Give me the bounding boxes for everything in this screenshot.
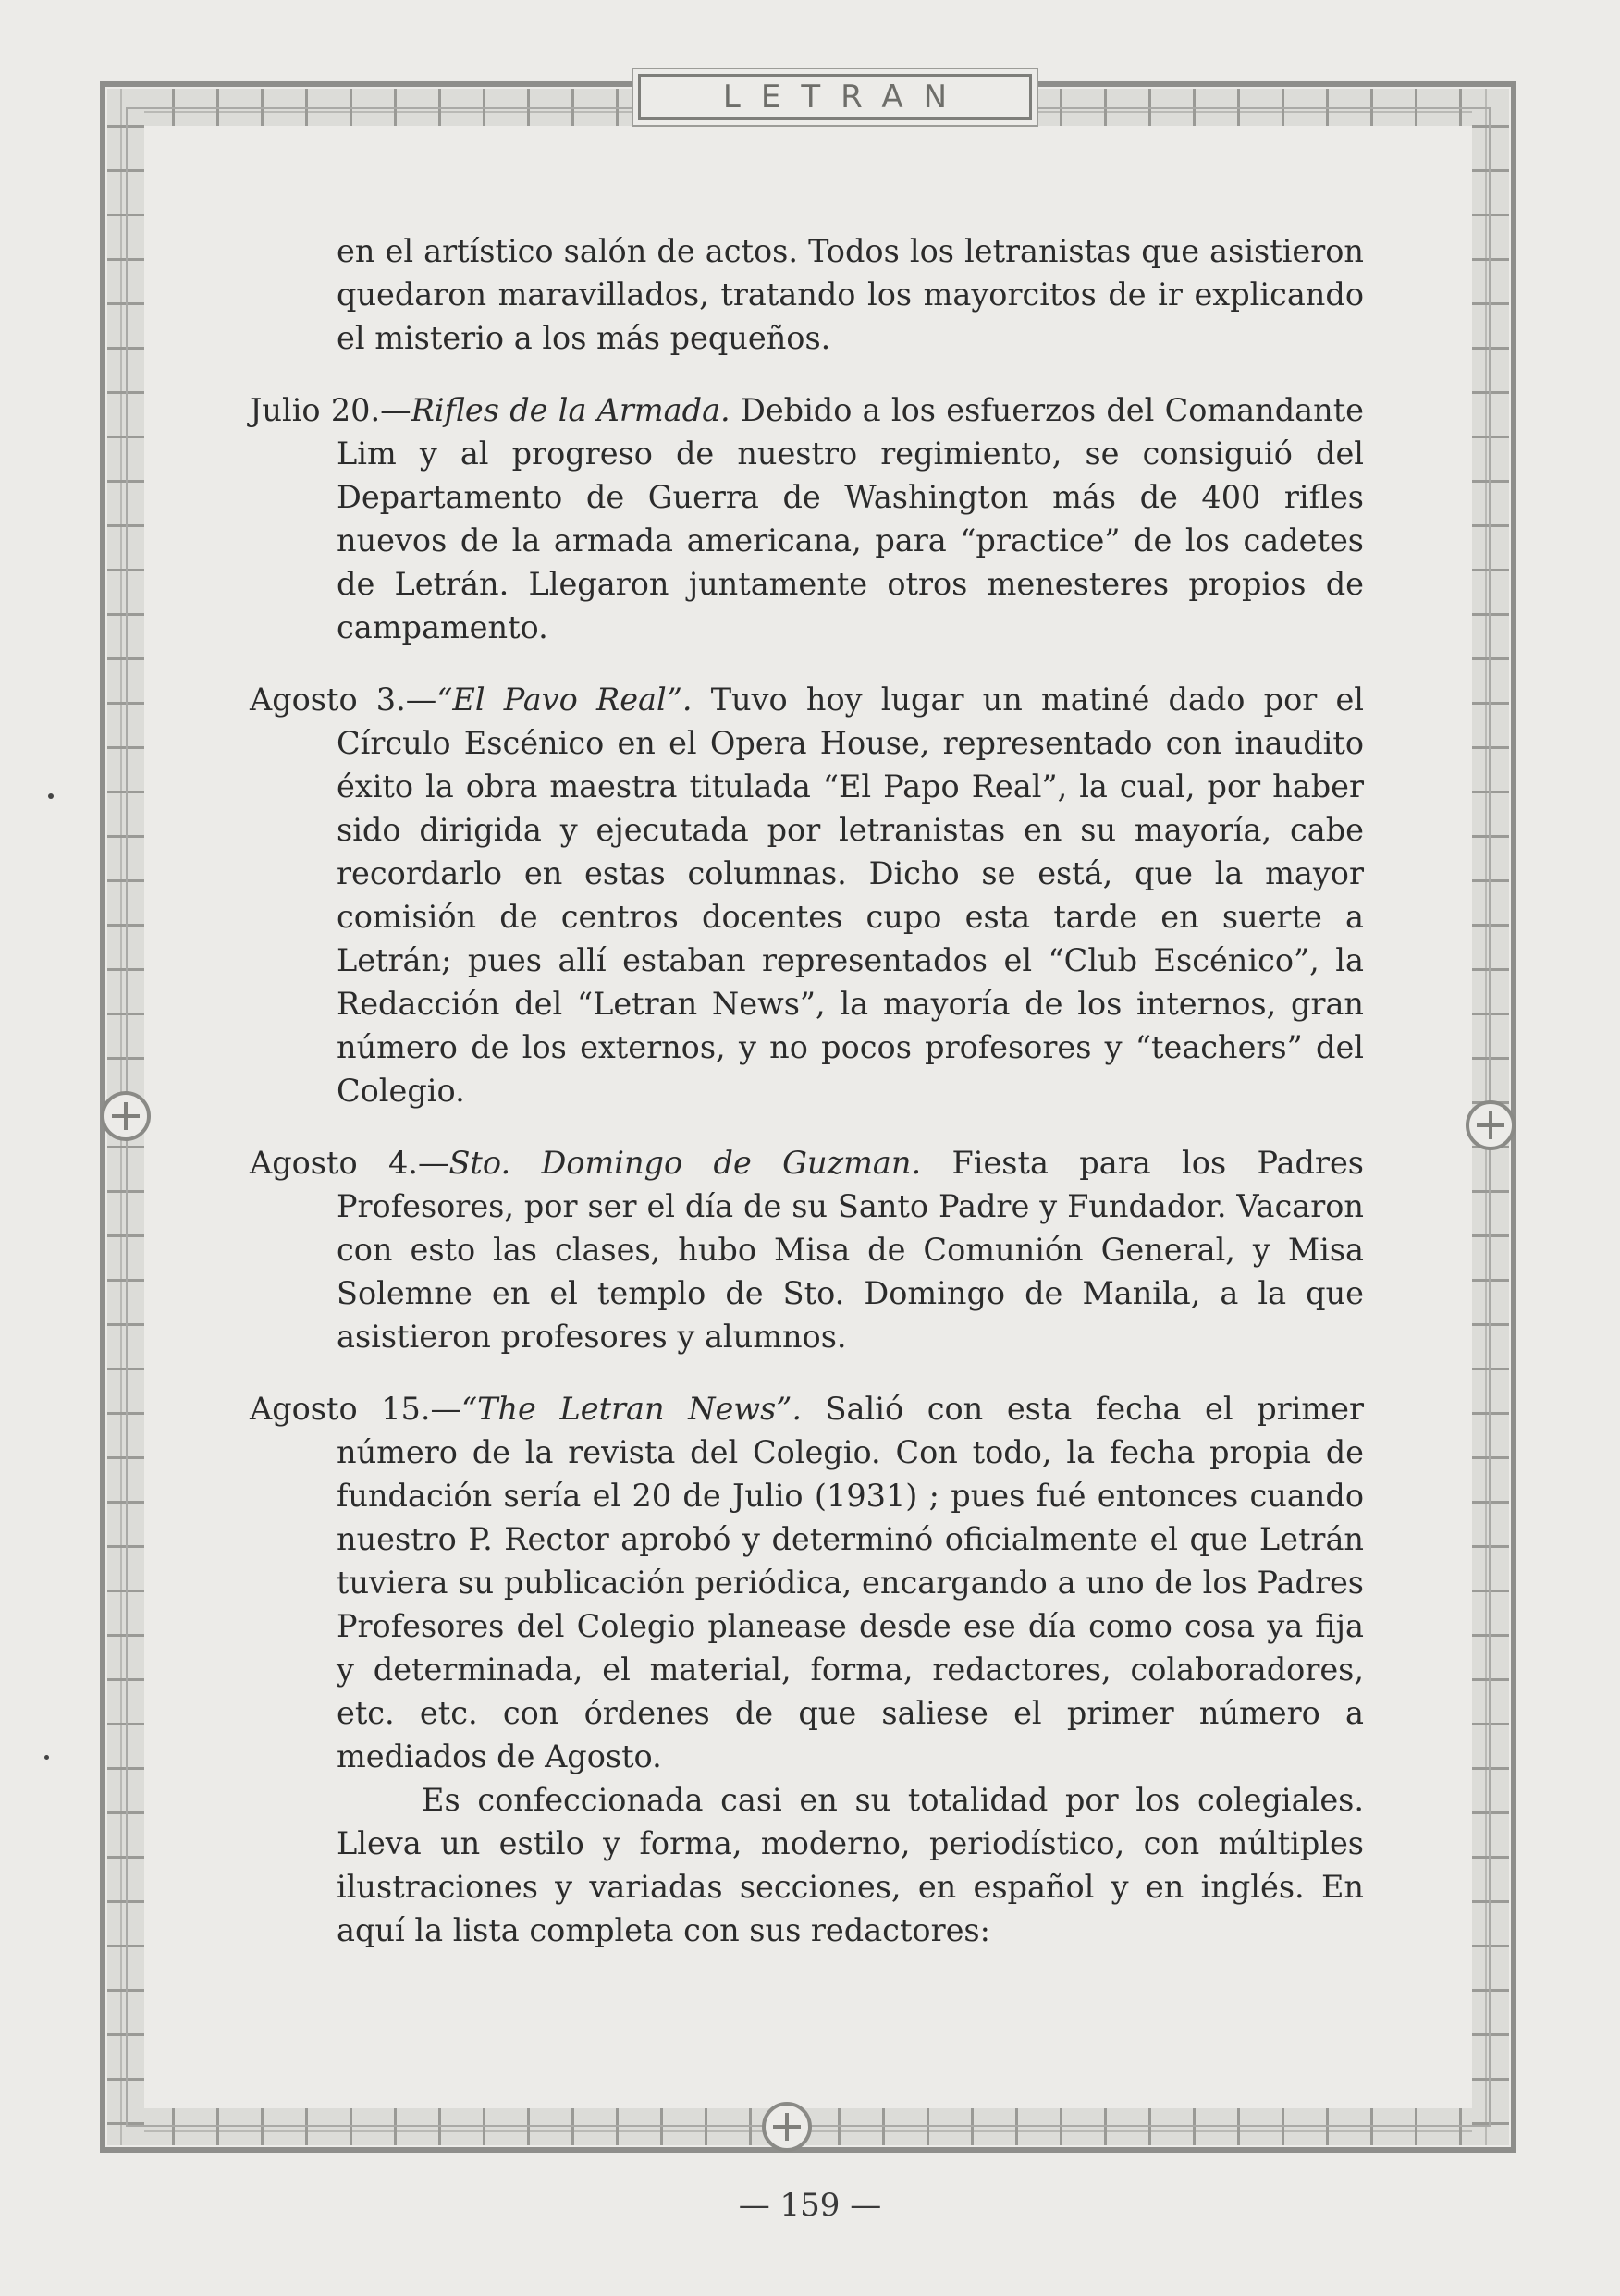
entry-title: “The Letran News”. [461,1391,802,1427]
entry-title: Sto. Domingo de Guzman. [448,1145,922,1181]
entry-julio-20 [250,388,1364,649]
entry-date: Agosto 4.— [250,1145,449,1181]
entry-title: “El Pavo Real”. [436,681,693,718]
entry-text: Fiesta para los Padres Profesores, por ser el día de su Santo Padre y Fundador. Vacaron con esto las clases, hubo Misa de Comunión General, y Misa Solemne en el templo de Sto. Domingo de Manila, a la que asistieron profesores y alumnos. [337,1145,1364,1355]
entry-date: Agosto 15.— [250,1391,462,1427]
entry-date: Agosto 3.— [250,681,437,718]
stray-mark [44,1755,49,1760]
cross-medallion-icon [101,1091,151,1141]
masthead-title: LETRAN [722,79,968,116]
entry-title: Rifles de la Armada. [411,392,730,428]
paragraph-text: Es confeccionada casi en su totalidad por los colegiales. Lleva un estilo y forma, moderno, periodístico, con múltiples ilustraciones y variadas secciones, en español y en inglés. En aquí la lista completa con sus redactores: [337,1782,1364,1948]
entry-agosto-15 [250,1387,1364,1778]
page-number: — 159 — [738,2187,882,2224]
entry-text: Debido a los esfuerzos del Comandante Lim y al progreso de nuestro regimiento, se consiguió del Departamento de Guerra de Washington más de 400 rifles nuevos de la armada americana, para “practice” de los cadetes de Letrán. Llegaron juntamente otros menesteres propios de campamento. [337,392,1364,645]
article-body [250,229,1364,1981]
paragraph-text: en el artístico salón de actos. Todos los letranistas que asistieron quedaron maravillados, tratando los mayorcitos de ir explicando el misterio a los más pequeños. [337,233,1364,356]
cross-medallion-icon [762,2102,812,2152]
entry-agosto-3 [250,678,1364,1112]
entry-text: Tuvo hoy lugar un matiné dado por el Círculo Escénico en el Opera House, representado con inaudito éxito la obra maestra titulada “El Papo Real”, la cual, por haber sido dirigida y ejecutada por letranistas en su mayoría, cabe recordarlo en estas columnas. Dicho se está, que la mayor comisión de centros docentes cupo esta tarde en suerte a Letrán; pues allí estaban representados el “Club Escénico”, la Redacción del “Letran News”, la mayoría de los internos, gran número de los externos, y no pocos profesores y “teachers” del Colegio. [337,681,1364,1109]
cross-medallion-icon [1466,1100,1516,1150]
masthead [638,74,1032,120]
paragraph-continuation [250,229,1364,360]
entry-text: Salió con esta fecha el primer número de la revista del Colegio. Con todo, la fecha propia de fundación sería el 20 de Julio (1931) ; pues fué entonces cuando nuestro P. Rector aprobó y determinó oficialmente el que Letrán tuviera su publicación periódica, encargando a uno de los Padres Profesores del Colegio planease desde ese día como cosa ya fija y determinada, el material, forma, redactores, colaboradores, etc. etc. con órdenes de que saliese el primer número a mediados de Agosto. [337,1391,1364,1774]
paragraph-indented [250,1778,1364,1952]
stray-mark [48,793,54,799]
entry-date: Julio 20.— [250,392,411,428]
entry-agosto-4 [250,1141,1364,1358]
